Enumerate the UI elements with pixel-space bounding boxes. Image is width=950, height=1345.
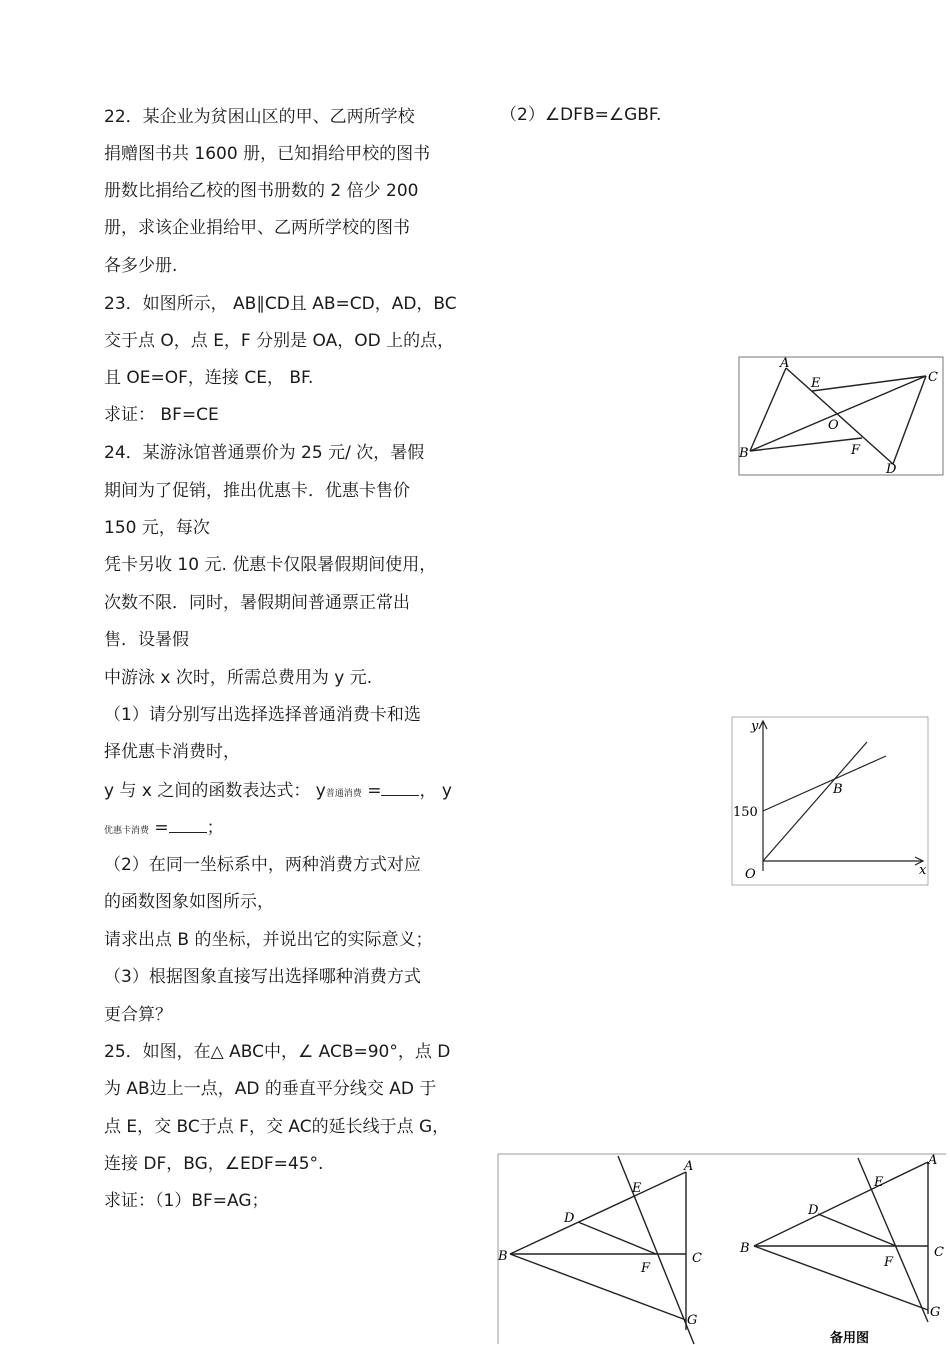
- line-normal: [763, 742, 867, 861]
- main-segment-BA: [510, 1172, 686, 1254]
- sub-normal: 普通消费: [325, 789, 362, 799]
- label-O: O: [828, 418, 839, 433]
- main-label-E: E: [632, 1181, 642, 1196]
- backup-caption: 备用图: [830, 1331, 870, 1345]
- main-segment-DF: [578, 1222, 656, 1254]
- label-F: F: [851, 443, 861, 458]
- backup-label-D: D: [808, 1203, 819, 1218]
- q25-line-3: 点 E，交 BC于点 F，交 AC的延长线于点 G，: [104, 1117, 450, 1137]
- q25-line-1: 25．如图，在△ ABC中，∠ ACB=90°，点 D: [104, 1042, 451, 1062]
- label-D: D: [886, 462, 897, 476]
- q25-line-5: 求证：（1）BF=AG；: [104, 1191, 269, 1211]
- main-figure: [510, 1156, 694, 1344]
- graph-origin-label: O: [745, 867, 756, 882]
- label-A: A: [780, 356, 790, 371]
- expr-prefix: y 与 x 之间的函数表达式： y: [104, 781, 326, 801]
- expr-mid: =: [361, 781, 382, 801]
- main-label-B: B: [498, 1249, 508, 1264]
- figure-border: [739, 357, 943, 475]
- main-perp-bisector: [618, 1156, 694, 1344]
- q24-line-13: （3）根据图象直接写出选择哪种消费方式: [104, 967, 421, 987]
- q24-line-3: 150 元，每次: [104, 518, 210, 538]
- q24-line-6: 售．设暑假: [104, 630, 189, 650]
- q23-line-2: 交于点 O，点 E，F 分别是 OA，OD 上的点，: [104, 331, 455, 351]
- backup-label-C: C: [934, 1245, 944, 1260]
- q24-line-14: 更合算？: [104, 1005, 172, 1025]
- q24-line-2: 期间为了促销，推出优惠卡．优惠卡售价: [104, 481, 410, 501]
- answer-blank-normal[interactable]: [381, 781, 419, 796]
- main-label-F: F: [641, 1261, 651, 1276]
- q25-line-4: 连接 DF，BG，∠EDF=45°.: [104, 1154, 324, 1174]
- backup-figure: [754, 1158, 928, 1322]
- segment-CD: [893, 376, 926, 464]
- main-segment-BG: [510, 1254, 686, 1320]
- q23-line-1: 23．如图所示， AB∥CD且 AB=CD，AD，BC: [104, 294, 457, 314]
- answer-blank-discount[interactable]: [169, 818, 207, 833]
- label-E: E: [811, 376, 821, 391]
- q24-graph: [731, 716, 929, 886]
- main-label-G: G: [687, 1313, 698, 1328]
- q22-line-1: 22．某企业为贫困山区的甲、乙两所学校: [104, 107, 415, 127]
- q24-line-5: 次数不限．同时，暑假期间普通票正常出: [104, 593, 410, 613]
- q24-line-4: 凭卡另收 10 元. 优惠卡仅限暑假期间使用，: [104, 555, 437, 575]
- main-label-D: D: [564, 1211, 575, 1226]
- backup-label-E: E: [874, 1175, 884, 1190]
- q22-line-3: 册数比捐给乙校的图书册数的 2 倍少 200: [104, 181, 419, 201]
- backup-label-B: B: [740, 1241, 750, 1256]
- q24-expression-line: [104, 780, 452, 805]
- expr-tail: ；: [206, 818, 224, 838]
- q23-line-3: 且 OE=OF，连接 CE， BF.: [104, 368, 314, 388]
- q25-part-2: （2）∠DFB=∠GBF.: [500, 105, 662, 125]
- main-label-A: A: [684, 1159, 694, 1174]
- q24-line-9: 择优惠卡消费时，: [104, 742, 240, 762]
- q24-line-8: （1）请分别写出选择选择普通消费卡和选: [104, 705, 421, 725]
- graph-y-label: y: [751, 719, 759, 734]
- label-B: B: [739, 446, 749, 461]
- q24-line-12: 请求出点 B 的坐标，并说出它的实际意义；: [104, 930, 433, 950]
- graph-border: [732, 717, 928, 885]
- q23-line-4: 求证： BF=CE: [104, 405, 219, 425]
- expr-sep: ， y: [419, 781, 452, 801]
- q23-figure: [738, 356, 944, 476]
- label-C: C: [928, 370, 938, 385]
- q25-figures: [496, 1150, 948, 1345]
- backup-label-A: A: [928, 1153, 938, 1168]
- q24-expression-line-2: [104, 817, 224, 842]
- q24-line-7: 中游泳 x 次时，所需总费用为 y 元.: [104, 668, 373, 688]
- main-label-C: C: [692, 1251, 702, 1266]
- q22-line-4: 册，求该企业捐给甲、乙两所学校的图书: [104, 218, 410, 238]
- q22-line-2: 捐赠图书共 1600 册，已知捐给甲校的图书: [104, 144, 431, 164]
- backup-label-G: G: [930, 1305, 941, 1320]
- graph-intercept-label: 150: [733, 805, 758, 820]
- graph-point-label: B: [833, 782, 843, 797]
- graph-x-label: x: [919, 863, 927, 878]
- q24-line-11: 的函数图象如图所示，: [104, 892, 274, 912]
- sub-discount: 优惠卡消费: [104, 826, 150, 836]
- expr-end: =: [149, 818, 169, 838]
- q22-line-5: 各多少册.: [104, 256, 178, 276]
- q24-line-10: （2）在同一坐标系中，两种消费方式对应: [104, 855, 421, 875]
- backup-label-F: F: [884, 1255, 894, 1270]
- line-discount: [763, 756, 886, 811]
- backup-segment-BG: [754, 1246, 928, 1310]
- q24-line-1: 24．某游泳馆普通票价为 25 元/ 次，暑假: [104, 443, 425, 463]
- q25-line-2: 为 AB边上一点，AD 的垂直平分线交 AD 于: [104, 1079, 437, 1099]
- backup-segment-BA: [754, 1162, 928, 1246]
